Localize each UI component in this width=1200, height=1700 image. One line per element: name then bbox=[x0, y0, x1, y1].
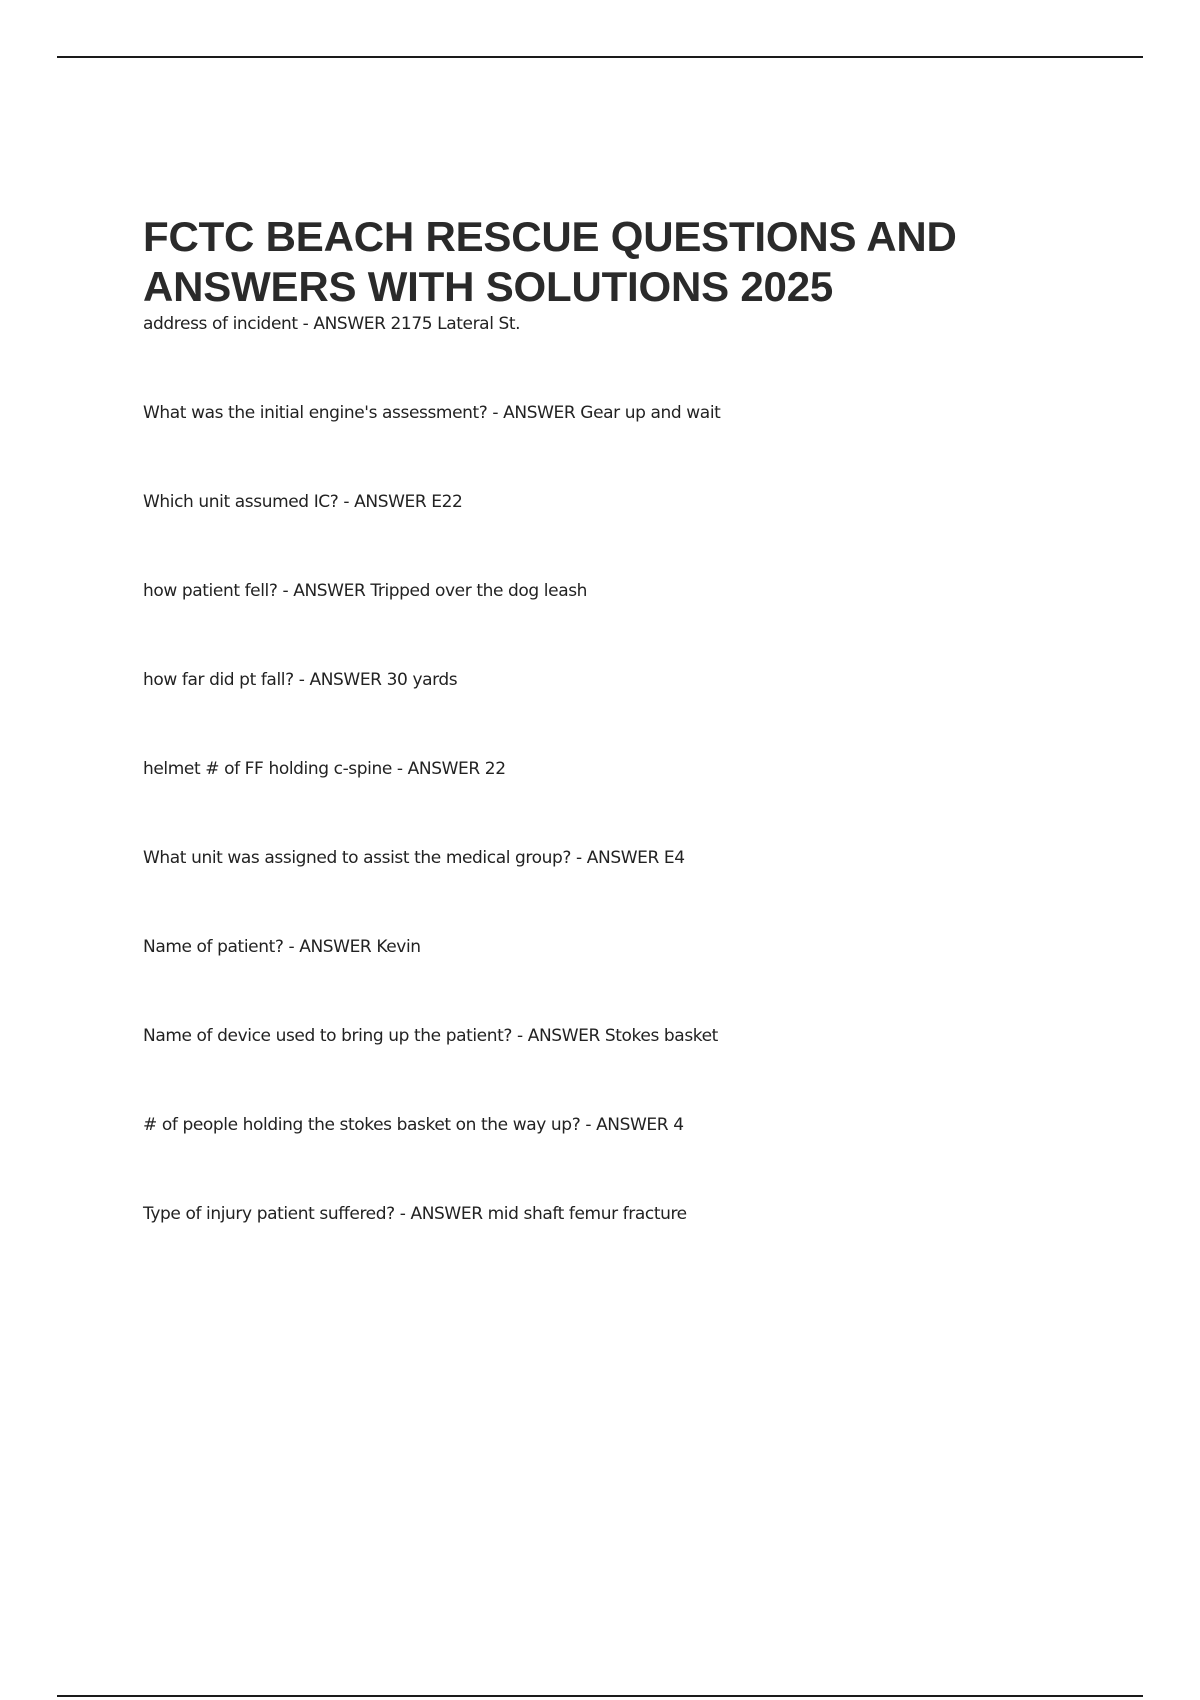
separator: - bbox=[512, 1026, 528, 1046]
question-text: address of incident bbox=[143, 314, 298, 334]
document-title bbox=[143, 212, 1103, 312]
qa-item bbox=[143, 312, 1103, 336]
answer-label: ANSWER bbox=[596, 1115, 669, 1135]
question-text: how patient fell? bbox=[143, 581, 278, 601]
qa-item bbox=[143, 401, 1103, 425]
qa-item bbox=[143, 1202, 1103, 1226]
answer-label: ANSWER bbox=[309, 670, 382, 690]
qa-item bbox=[143, 757, 1103, 781]
answer-text: 22 bbox=[484, 759, 506, 779]
separator: - bbox=[580, 1115, 597, 1135]
qa-list bbox=[143, 312, 1103, 1226]
answer-text: 2175 Lateral St. bbox=[390, 314, 521, 334]
separator: - bbox=[391, 759, 408, 779]
answer-text: Kevin bbox=[376, 937, 421, 957]
answer-label: ANSWER bbox=[407, 759, 480, 779]
question-text: # of people holding the stokes basket on the way up? bbox=[143, 1115, 581, 1135]
qa-item bbox=[143, 935, 1103, 959]
answer-text: Tripped over the dog leash bbox=[370, 581, 588, 601]
separator: - bbox=[338, 492, 355, 512]
qa-item bbox=[143, 1024, 1103, 1048]
answer-label: ANSWER bbox=[503, 403, 576, 423]
question-text: Name of patient? bbox=[143, 937, 284, 957]
answer-text: 4 bbox=[673, 1115, 684, 1135]
qa-item bbox=[143, 668, 1103, 692]
qa-item bbox=[143, 579, 1103, 603]
question-text: Name of device used to bring up the patient? bbox=[143, 1026, 513, 1046]
answer-label: ANSWER bbox=[527, 1026, 600, 1046]
separator: - bbox=[297, 314, 314, 334]
separator: - bbox=[394, 1204, 411, 1224]
answer-label: ANSWER bbox=[299, 937, 372, 957]
separator: - bbox=[487, 403, 504, 423]
separator: - bbox=[293, 670, 310, 690]
top-divider bbox=[57, 56, 1143, 58]
answer-text: E4 bbox=[663, 848, 685, 868]
question-text: how far did pt fall? bbox=[143, 670, 294, 690]
qa-item bbox=[143, 490, 1103, 514]
separator: - bbox=[283, 937, 300, 957]
title-line-1: FCTC BEACH RESCUE QUESTIONS AND bbox=[143, 213, 957, 260]
answer-text: mid shaft femur fracture bbox=[487, 1204, 687, 1224]
answer-label: ANSWER bbox=[354, 492, 427, 512]
question-text: Type of injury patient suffered? bbox=[143, 1204, 395, 1224]
answer-text: Gear up and wait bbox=[580, 403, 721, 423]
qa-item bbox=[143, 1113, 1103, 1137]
separator: - bbox=[277, 581, 294, 601]
answer-label: ANSWER bbox=[313, 314, 386, 334]
question-text: helmet # of FF holding c-spine bbox=[143, 759, 392, 779]
separator: - bbox=[571, 848, 587, 868]
title-line-2: ANSWERS WITH SOLUTIONS 2025 bbox=[143, 263, 834, 310]
question-text: Which unit assumed IC? bbox=[143, 492, 339, 512]
bottom-divider bbox=[57, 1695, 1143, 1697]
answer-label: ANSWER bbox=[586, 848, 659, 868]
qa-item bbox=[143, 846, 1103, 870]
question-text: What unit was assigned to assist the medical group? bbox=[143, 848, 572, 868]
answer-label: ANSWER bbox=[293, 581, 366, 601]
answer-text: 30 yards bbox=[386, 670, 458, 690]
answer-text: Stokes basket bbox=[604, 1026, 718, 1046]
document-body bbox=[143, 212, 1103, 1226]
question-text: What was the initial engine's assessment? bbox=[143, 403, 488, 423]
answer-label: ANSWER bbox=[410, 1204, 483, 1224]
answer-text: E22 bbox=[431, 492, 463, 512]
